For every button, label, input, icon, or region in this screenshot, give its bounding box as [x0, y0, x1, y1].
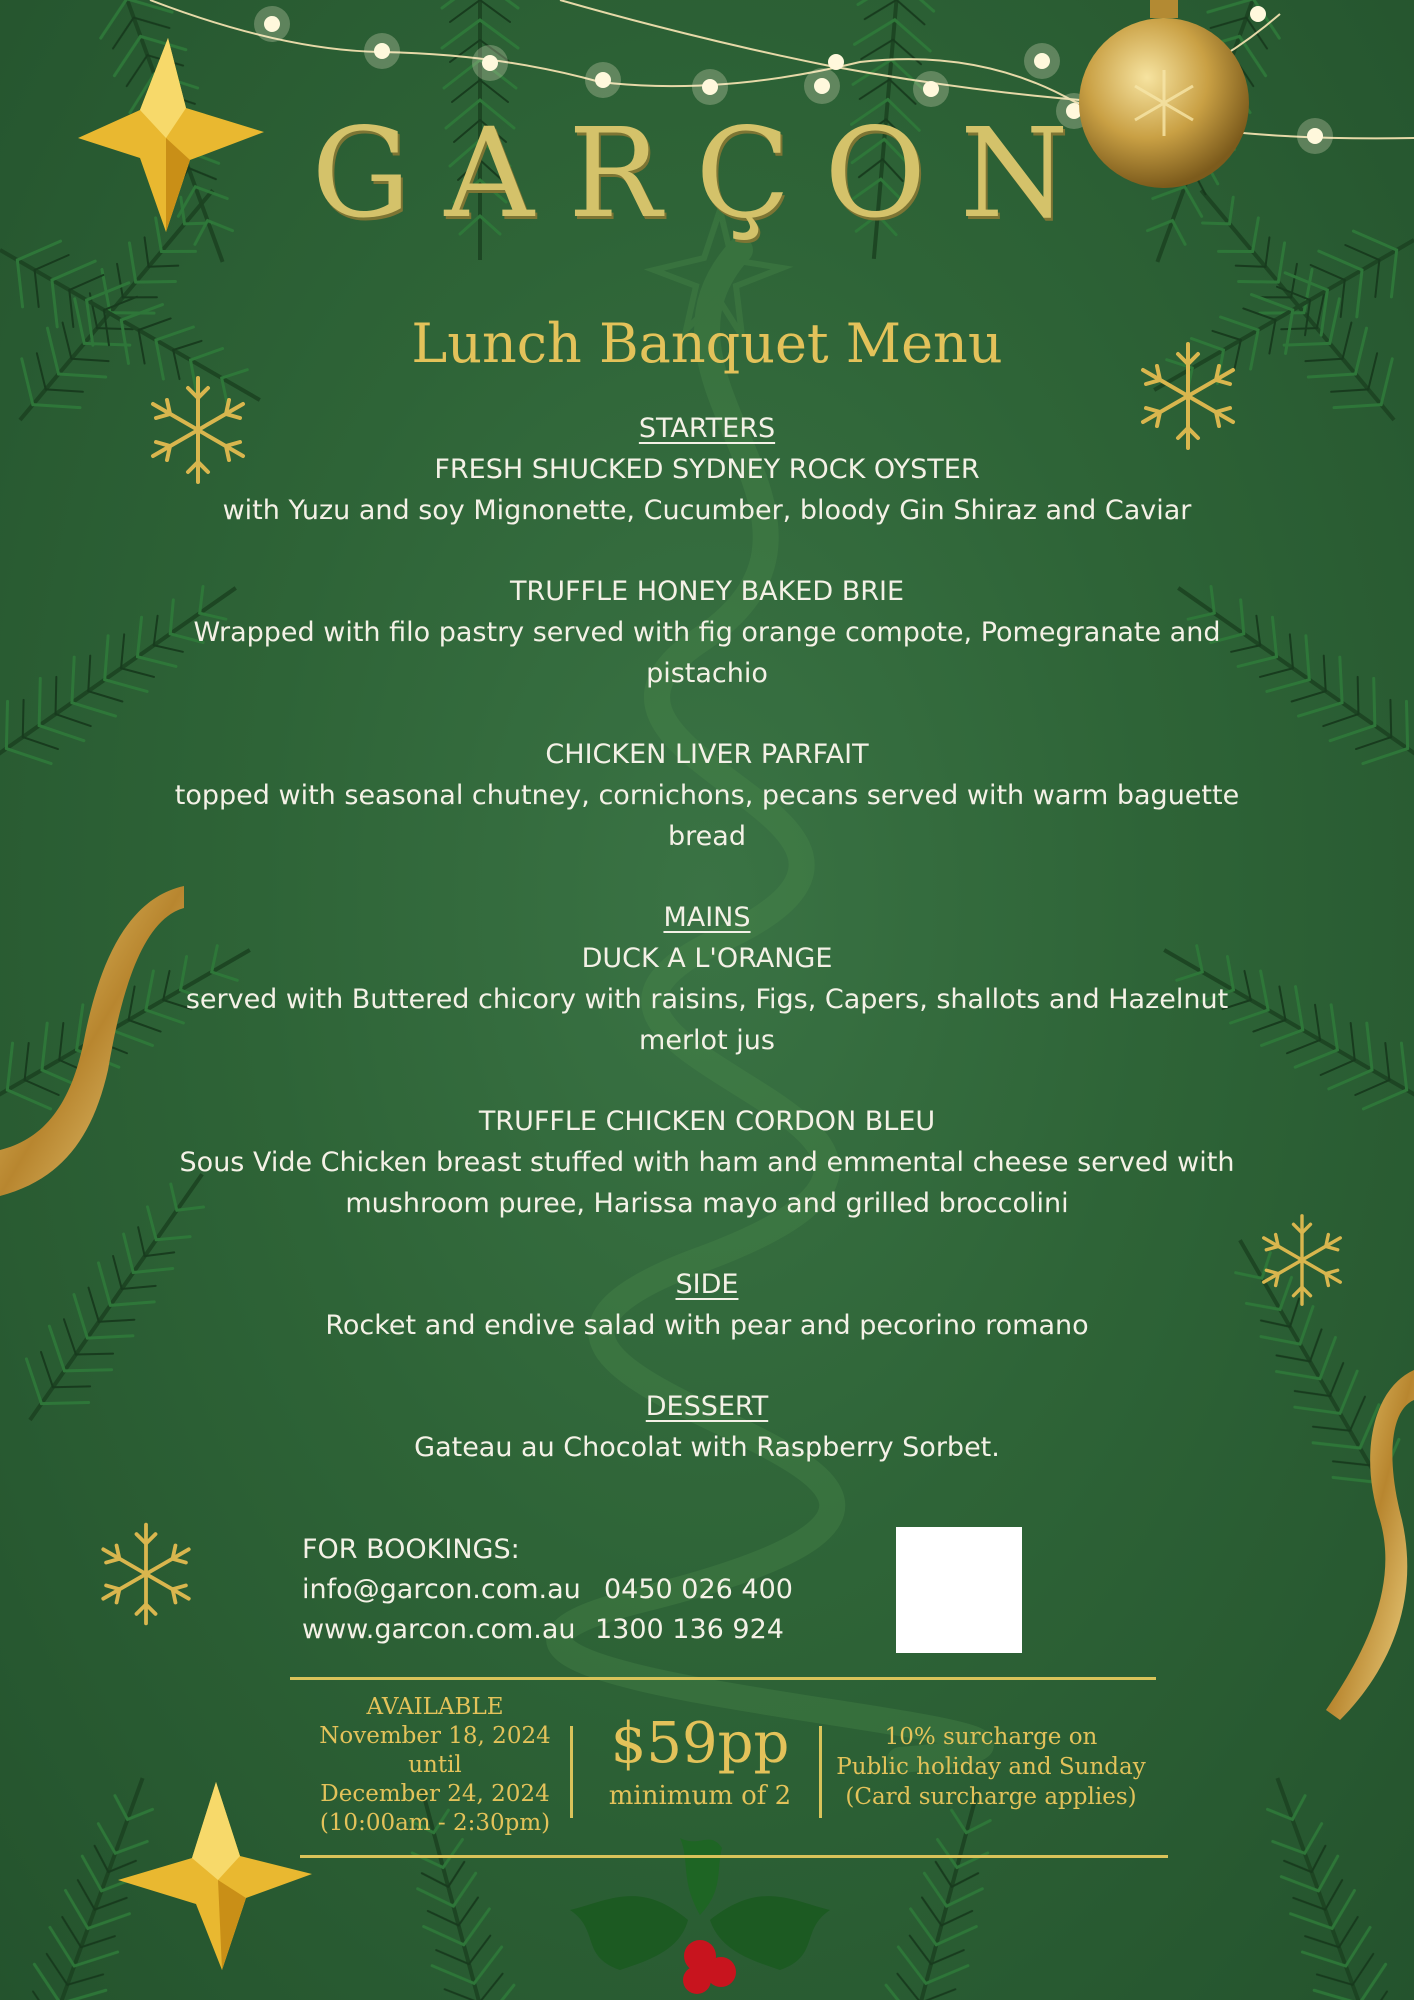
dish-name: TRUFFLE HONEY BAKED BRIE: [509, 576, 905, 607]
availability-block: [310, 1693, 560, 1838]
surcharge-line: (Card surcharge applies): [845, 1784, 1137, 1810]
bookings-row: [302, 1610, 793, 1650]
dish-name: FRESH SHUCKED SYDNEY ROCK OYSTER: [434, 454, 980, 485]
divider-vertical-left: [570, 1726, 573, 1818]
section-heading-dessert: DESSERT: [645, 1391, 769, 1422]
bookings-block: [302, 1530, 793, 1650]
dish-name: TRUFFLE CHICKEN CORDON BLEU: [478, 1106, 936, 1137]
surcharge-line: 10% surcharge on: [884, 1724, 1098, 1750]
menu-body: [150, 408, 1264, 1508]
availability-until: until: [408, 1752, 462, 1778]
menu-item: [150, 1101, 1264, 1224]
dish-description: Wrapped with filo pastry served with fig orange compote, Pomegranate and pistachio: [193, 617, 1221, 689]
dish-description: Rocket and endive salad with pear and pecorino romano: [325, 1310, 1089, 1341]
menu-item: [150, 938, 1264, 1061]
surcharge-block: [832, 1722, 1150, 1812]
snowflake-icon-bottom-left: [103, 1525, 189, 1624]
dish-description: Gateau au Chocolat with Raspberry Sorbet.: [414, 1432, 1000, 1463]
website-link[interactable]: www.garcon.com.au: [302, 1614, 576, 1645]
snowflake-icon-bottom-right: [1264, 1216, 1341, 1304]
dish-name: DUCK A L'ORANGE: [581, 943, 833, 974]
bookings-heading: FOR BOOKINGS:: [302, 1534, 520, 1565]
section-heading-mains: MAINS: [663, 902, 751, 933]
section-heading-side: SIDE: [675, 1269, 739, 1300]
price-block: [582, 1712, 818, 1816]
divider-top: [290, 1677, 1156, 1680]
menu-item: [150, 1305, 1264, 1346]
section-heading-starters: STARTERS: [638, 413, 776, 444]
divider-vertical-right: [819, 1726, 822, 1818]
menu-item: [150, 1427, 1264, 1468]
email-link[interactable]: info@garcon.com.au: [302, 1574, 581, 1605]
divider-bottom: [300, 1855, 1168, 1858]
availability-hours: (10:00am - 2:30pm): [319, 1810, 551, 1836]
menu-title: Lunch Banquet Menu: [411, 312, 1003, 375]
dish-description: Sous Vide Chicken breast stuffed with ham and emmental cheese served with mushroom puree, Harissa mayo and grilled broccolini: [179, 1147, 1235, 1219]
phone-mobile[interactable]: 0450 026 400: [604, 1574, 793, 1605]
availability-end: December 24, 2024: [320, 1781, 550, 1807]
phone-landline[interactable]: 1300 136 924: [595, 1614, 784, 1645]
menu-item: [150, 449, 1264, 531]
surcharge-line: Public holiday and Sunday: [836, 1754, 1146, 1780]
price-amount: $59pp: [610, 1711, 790, 1776]
dish-description: served with Buttered chicory with raisins, Figs, Capers, shallots and Hazelnut merlot jus: [185, 984, 1229, 1056]
menu-item: [150, 571, 1264, 694]
price-minimum: minimum of 2: [608, 1781, 792, 1811]
menu-item: [150, 734, 1264, 857]
dish-name: CHICKEN LIVER PARFAIT: [545, 739, 869, 770]
qr-code[interactable]: [896, 1527, 1022, 1653]
availability-label: AVAILABLE: [366, 1694, 504, 1720]
brand-logo: GARÇON: [311, 102, 1103, 246]
dish-description: with Yuzu and soy Mignonette, Cucumber, bloody Gin Shiraz and Caviar: [222, 495, 1192, 526]
availability-start: November 18, 2024: [319, 1723, 551, 1749]
bookings-row: [302, 1570, 793, 1610]
dish-description: topped with seasonal chutney, cornichons, pecans served with warm baguette bread: [174, 780, 1240, 852]
holly-icon: [570, 1838, 830, 1994]
